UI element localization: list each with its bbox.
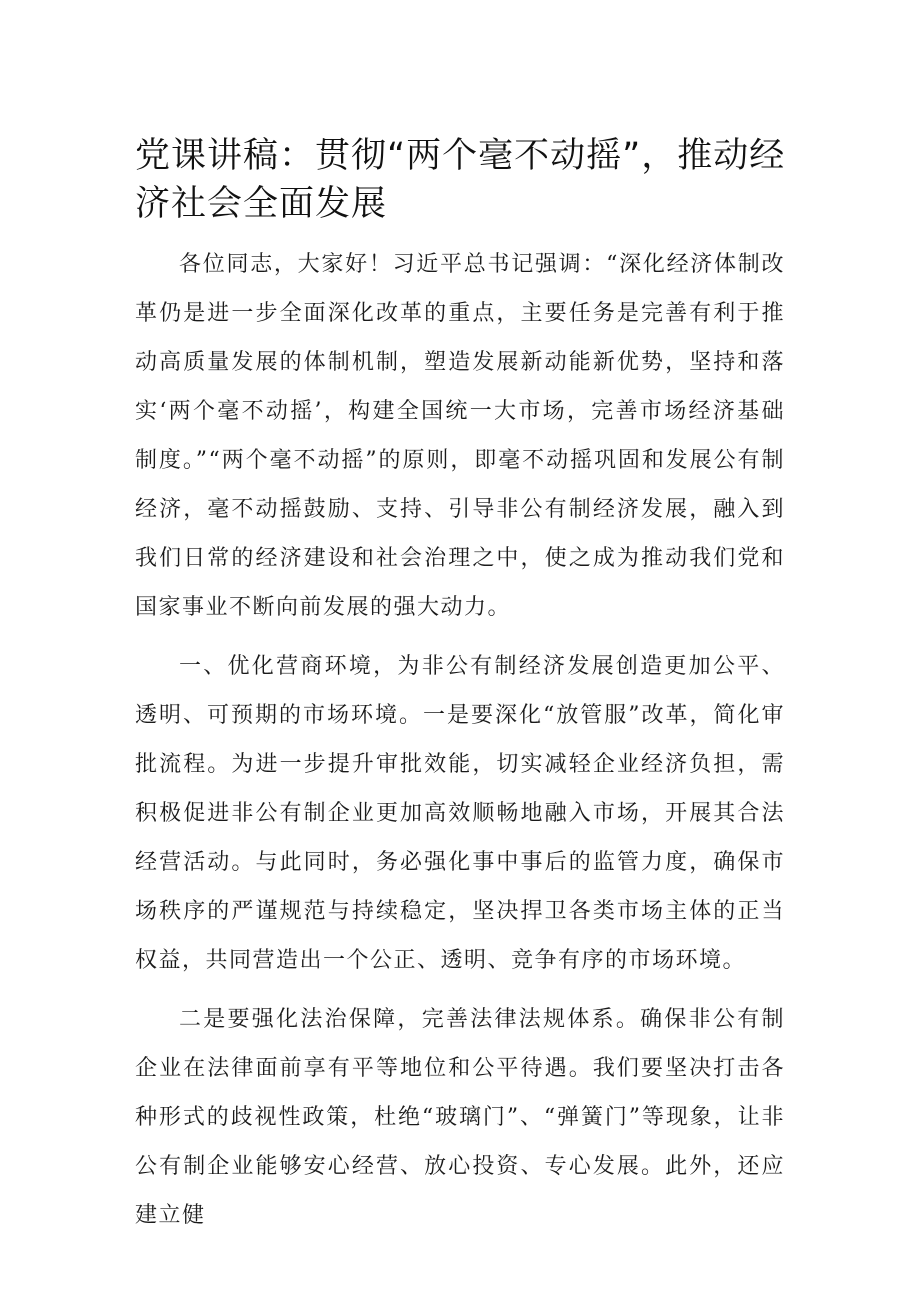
- paragraph-section-one: 一、优化营商环境，为非公有制经济发展创造更加公平、透明、可预期的市场环境。一是要深化“放管服”改革，简化审批流程。为进一步提升审批效能，切实减轻企业经济负担，需积极促进非公有制企业更加高效顺畅地融入市场，开展其合法经营活动。与此同时，务必强化事中事后的监管力度，确保市场秩序的严谨规范与持续稳定，坚决捍卫各类市场主体的正当权益，共同营造出一个公正、透明、竞争有序的市场环境。: [135, 654, 785, 973]
- document-body: [135, 240, 785, 1250]
- paragraph-greeting: 各位同志，大家好！习近平总书记强调：“深化经济体制改革仍是进一步全面深化改革的重点，主要任务是完善有利于推动高质量发展的体制机制，塑造发展新动能新优势，坚持和落实‘两个毫不动摇’，构建全国统一大市场，完善市场经济基础制度。”“两个毫不动摇”的原则，即毫不动摇巩固和发展公有制经济，毫不动摇鼓励、支持、引导非公有制经济发展，融入到我们日常的经济建设和社会治理之中，使之成为推动我们党和国家事业不断向前发展的强大动力。: [135, 252, 785, 620]
- document-title: 党课讲稿：贯彻“两个毫不动摇”，推动经济社会全面发展: [135, 136, 786, 224]
- paragraph-section-two: 二是要强化法治保障，完善法律法规体系。确保非公有制企业在法律面前享有平等地位和公平待遇。我们要坚决打击各种形式的歧视性政策，杜绝“玻璃门”、“弹簧门”等现象，让非公有制企业能够安心经营、放心投资、专心发展。此外，还应建立健: [135, 1007, 785, 1228]
